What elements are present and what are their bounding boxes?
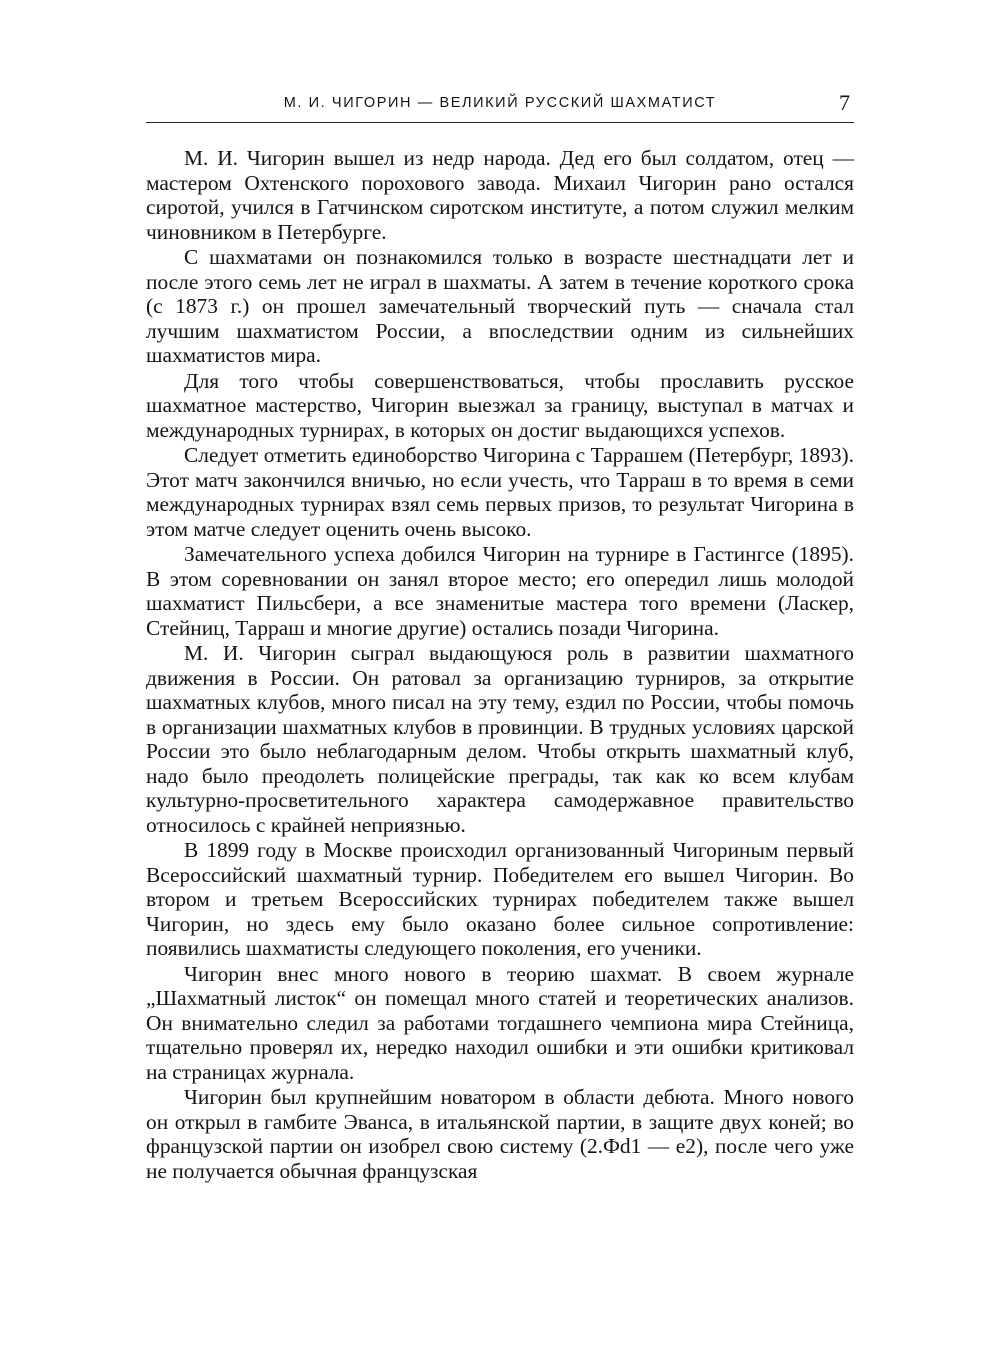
paragraph: В 1899 году в Москве происходил организованный Чигориным первый Всероссийский шахматный турнир. Победителем его вышел Чигорин. Во втором и третьем Всероссийских турнирах победителем также вышел Чигорин, но здесь ему было оказано более сильное сопротивление: появились шахматисты следующего поколения, его ученики. xyxy=(146,838,854,960)
running-title: М. И. ЧИГОРИН — ВЕЛИКИЙ РУССКИЙ ШАХМАТИСТ xyxy=(283,95,717,111)
paragraph: С шахматами он познакомился только в возрасте шестнадцати лет и после этого семь лет не играл в шахматы. А затем в течение короткого срока (с 1873 г.) он прошел замечательный творческий путь — сначала стал лучшим шахматистом России, а впоследствии одним из сильнейших шахматистов мира. xyxy=(146,245,854,367)
running-head xyxy=(146,92,854,123)
page-number: 7 xyxy=(839,90,850,115)
paragraph: Чигорин был крупнейшим новатором в области дебюта. Много нового он открыл в гамбите Эванса, в итальянской партии, в защите двух коней; во французской партии он изобрел свою систему (2.Фd1 — е2), после чего уже не получается обычная французская xyxy=(146,1085,854,1183)
paragraph: Для того чтобы совершенствоваться, чтобы прославить русское шахматное мастерство, Чигорин выезжал за границу, выступал в матчах и международных турнирах, в которых он достиг выдающихся успехов. xyxy=(146,368,854,442)
paragraph: Следует отметить единоборство Чигорина с Таррашем (Петербург, 1893). Этот матч закончился вничью, но если учесть, что Тарраш в то время в семи международных турнирах взял семь первых призов, то результат Чигорина в этом матче следует оценить очень высоко. xyxy=(146,443,854,541)
paragraph: М. И. Чигорин сыграл выдающуюся роль в развитии шахматного движения в России. Он ратовал за организацию турниров, за открытие шахматных клубов, много писал на эту тему, ездил по России, чтобы помочь в организации шахматных клубов в провинции. В трудных условиях царской России это было неблагодарным делом. Чтобы открыть шахматный клуб, надо было преодолеть полицейские преграды, так как ко всем клубам культурно-просветительного характера самодержавное правительство относилось с крайней неприязнью. xyxy=(146,641,854,837)
paragraph: Чигорин внес много нового в теорию шахмат. В своем журнале „Шахматный листок“ он помещал много статей и теоретических анализов. Он внимательно следил за работами тогдашнего чемпиона мира Стейница, тщательно проверял их, нередко находил ошибки и эти ошибки критиковал на страницах журнала. xyxy=(146,961,854,1084)
paragraph: Замечательного успеха добился Чигорин на турнире в Гастингсе (1895). В этом соревновании он занял второе место; его опередил лишь молодой шахматист Пильсбери, а все знаменитые мастера того времени (Ласкер, Стейниц, Тарраш и многие другие) остались позади Чигорина. xyxy=(146,542,854,640)
paragraph: М. И. Чигорин вышел из недр народа. Дед его был солдатом, отец — мастером Охтенского порохового завода. Михаил Чигорин рано остался сиротой, учился в Гатчинском сиротском институте, а потом служил мелким чиновником в Петербурге. xyxy=(146,146,854,244)
body-text xyxy=(146,146,854,1184)
